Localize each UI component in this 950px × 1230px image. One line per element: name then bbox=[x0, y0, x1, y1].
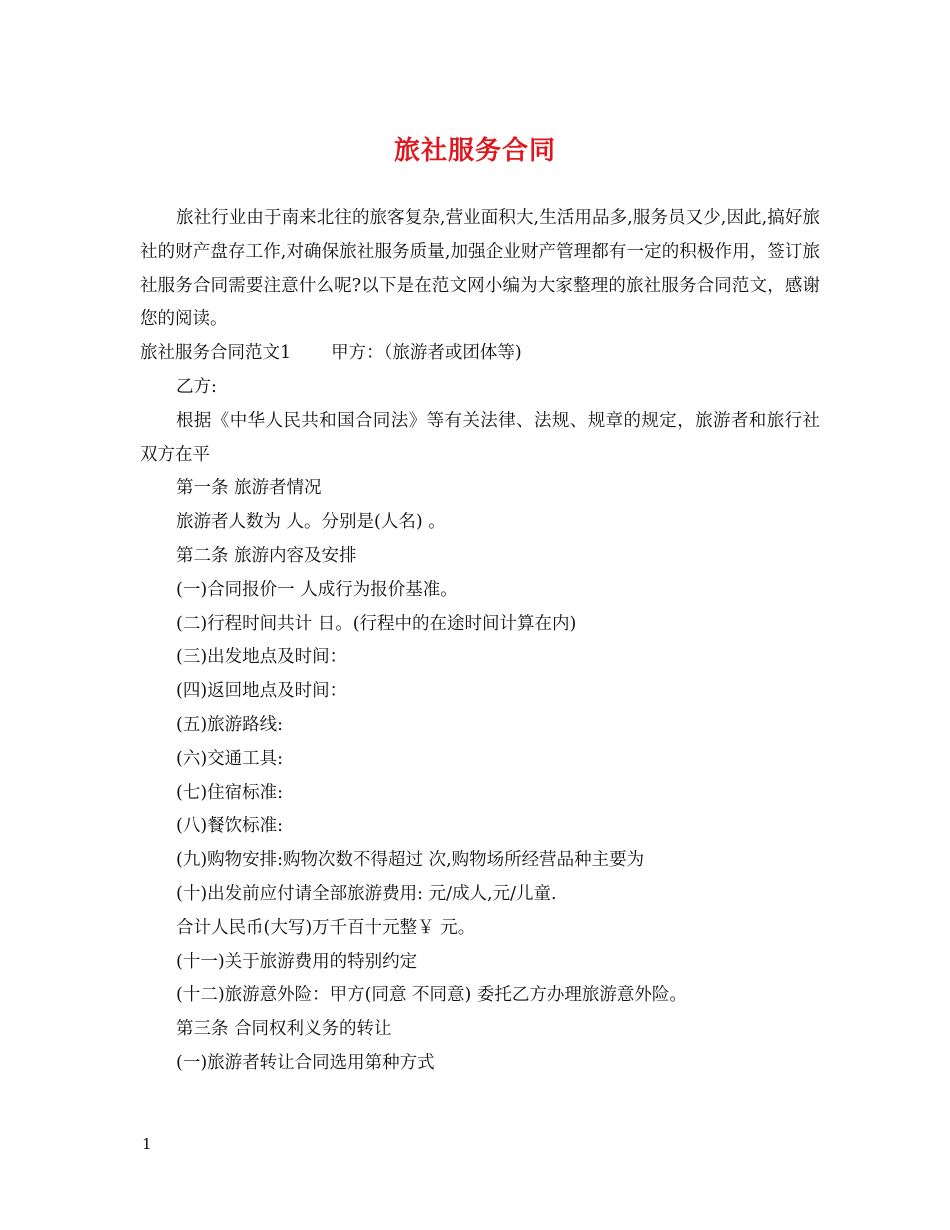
total-amount-line: 合计人民币(大写)万千百十元整￥ 元。 bbox=[176, 917, 476, 938]
clause-2-2: (二)行程时间共计 日。(行程中的在途时间计算在内) bbox=[176, 613, 577, 634]
clause-2-3: (三)出发地点及时间： bbox=[176, 647, 348, 668]
article-3-heading: 第三条 合同权利义务的转让 bbox=[176, 1019, 392, 1040]
clause-3-1: (一)旅游者转让合同选用第种方式 bbox=[176, 1052, 435, 1073]
clause-2-4: (四)返回地点及时间： bbox=[176, 681, 348, 702]
party-a-line: 甲方：（旅游者或团体等) bbox=[331, 343, 522, 364]
sample-heading: 旅社服务合同范文1 bbox=[140, 343, 292, 364]
clause-2-8: (八)餐饮标准: bbox=[176, 816, 284, 837]
clause-2-9: (九)购物安排:购物次数不得超过 次,购物场所经营品种主要为 bbox=[176, 850, 645, 871]
clause-2-1: (一)合同报价一 人成行为报价基准。 bbox=[176, 579, 458, 600]
basis-paragraph: 根据《中华人民共和国合同法》等有关法律、法规、规章的规定，旅游者和旅行社双方在平 bbox=[140, 410, 820, 465]
clause-2-7: (七)住宿标准: bbox=[176, 782, 284, 803]
clause-2-10: (十)出发前应付请全部旅游费用: 元/成人,元/儿童. bbox=[176, 883, 557, 904]
party-b-line: 乙方: bbox=[176, 376, 217, 397]
clause-2-5: (五)旅游路线: bbox=[176, 714, 284, 735]
document-title: 旅社服务合同 bbox=[393, 136, 556, 166]
clause-2-12: (十二)旅游意外险：甲方(同意 不同意) 委托乙方办理旅游意外险。 bbox=[176, 985, 687, 1006]
article-1-heading: 第一条 旅游者情况 bbox=[176, 478, 322, 499]
page-number: 1 bbox=[142, 1135, 152, 1153]
clause-2-11: (十一)关于旅游费用的特别约定 bbox=[176, 951, 418, 972]
intro-paragraph: 旅社行业由于南来北往的旅客复杂,营业面积大,生活用品多,服务员又少,因此,搞好旅社的财产盘存工作,对确保旅社服务质量,加强企业财产管理都有一定的积极作用，签订旅社服务合同需要注意什么呢?以下是在范文网小编为大家整理的旅社服务合同范文，感谢您的阅读。 bbox=[140, 208, 820, 330]
traveler-count-line: 旅游者人数为 人。分别是(人名) 。 bbox=[176, 512, 446, 533]
clause-2-6: (六)交通工具: bbox=[176, 748, 284, 769]
article-2-heading: 第二条 旅游内容及安排 bbox=[176, 545, 357, 566]
document-body bbox=[140, 202, 820, 1081]
sample-heading-line bbox=[140, 337, 820, 371]
